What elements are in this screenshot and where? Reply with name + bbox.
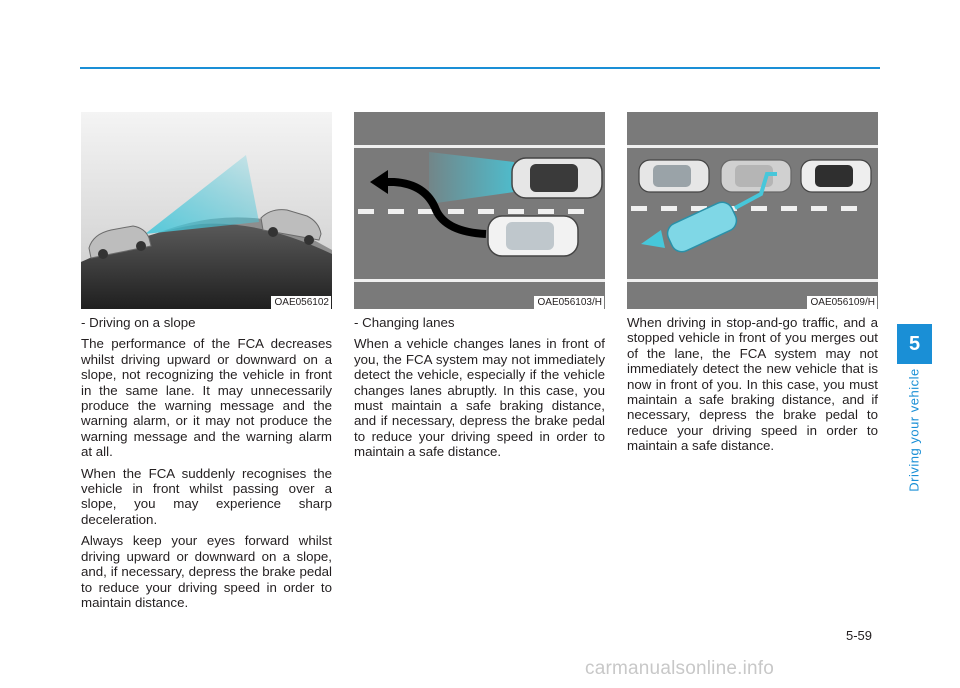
- car-stopped-icon: [639, 160, 709, 192]
- column-stop-and-go: [627, 112, 878, 460]
- paragraph: When driving in stop-and-go traffic, and a stopped vehicle in front of you merges out of the lane, the FCA system may not immediately detect the new vehicle that is now in front of you. In this case, you must maintain a safe braking distance, and if necessary, depress the brake pedal to reduce your driving speed in order to maintain a safe distance.: [627, 315, 878, 454]
- figure-stop-and-go-illustration: [627, 112, 878, 309]
- page-number: 5-59: [846, 628, 873, 643]
- car-ego-icon: [488, 216, 578, 256]
- figure-code: OAE056102: [271, 296, 332, 309]
- paragraph: Always keep your eyes forward whilst driving upward or downward on a slope, and, if necessary, depress the brake pedal to reduce your driving speed in order to maintain distance.: [81, 533, 332, 610]
- watermark: carmanualsonline.info: [585, 658, 775, 679]
- car-front-icon: [801, 160, 871, 192]
- column-slope: [81, 112, 332, 616]
- figure-code: OAE056109/H: [807, 296, 878, 309]
- paragraph: The performance of the FCA decreases whilst driving upward or downward on a slope, not recognizing the vehicle in front in the same lane. It may unnecessarily produce the warning message and the warning alarm, or it may not produce the warning message and the warning alarm at all.: [81, 336, 332, 460]
- column-lane-change: [354, 112, 605, 466]
- paragraph: When the FCA suddenly recognises the vehicle in front whilst passing over a slope, you may experience sharp deceleration.: [81, 465, 332, 527]
- section-number-tab: 5: [897, 324, 932, 364]
- paragraph: When a vehicle changes lanes in front of you, the FCA system may not immediately detect the vehicle, especially if the vehicle changes lanes abruptly. In this case, you must maintain a safe braking distance, and if necessary, depress the brake pedal to reduce your driving speed in order to maintain a safe distance.: [354, 336, 605, 460]
- subheading: - Driving on a slope: [81, 315, 196, 330]
- subheading: - Changing lanes: [354, 315, 455, 330]
- car-ahead-icon: [721, 160, 791, 192]
- figure-lane-change-illustration: [354, 112, 605, 309]
- figure-slope-illustration: [81, 112, 332, 309]
- car-merging-icon: [512, 158, 602, 198]
- header-rule: [80, 67, 880, 69]
- figure-code: OAE056103/H: [534, 296, 605, 309]
- section-title-label: Driving your vehicle: [906, 368, 922, 492]
